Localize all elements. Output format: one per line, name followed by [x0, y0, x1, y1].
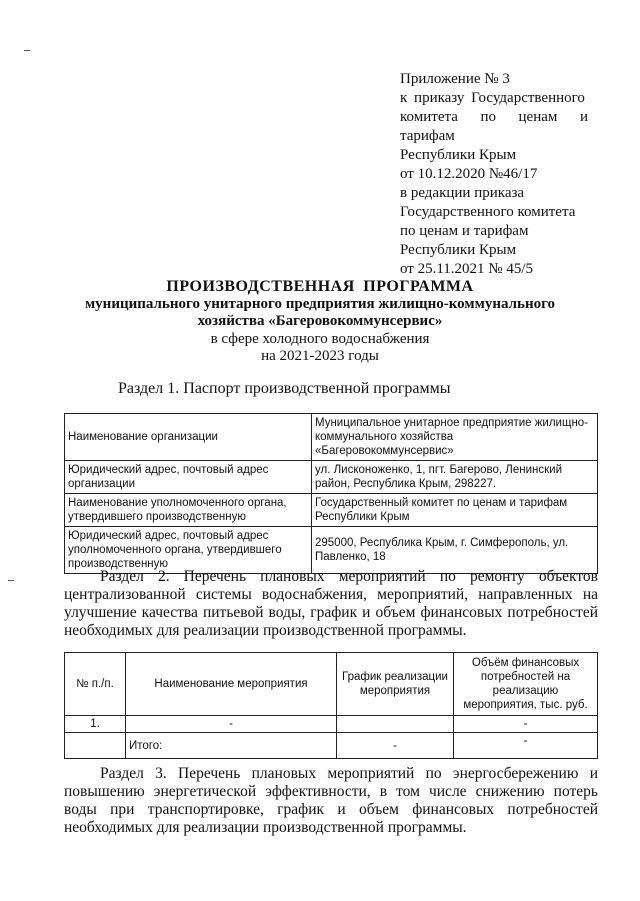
- row-value: Муниципальное унитарное предприятие жилищно-коммунального хозяйства «Багеровокоммунсервис»: [312, 414, 598, 461]
- appendix-line: Республики Крым: [400, 242, 517, 258]
- document-title: [60, 278, 580, 366]
- row-label: Юридический адрес, почтовый адрес организации: [65, 461, 312, 494]
- table-header-row: [65, 653, 598, 716]
- total-value: -: [454, 733, 598, 759]
- row-label: Наименование уполномоченного органа, утвердившего производственную: [65, 494, 312, 527]
- title-line: в сфере холодного водоснабжения: [210, 330, 430, 347]
- appendix-line: от 25.11.2021 № 45/5: [400, 261, 534, 277]
- section3-paragraph: [64, 765, 598, 837]
- appendix-line: Государственного комитета: [400, 204, 576, 220]
- cell: [65, 733, 126, 759]
- appendix-line: к приказу Государственного: [400, 90, 585, 106]
- appendix-line-justified: [400, 108, 588, 127]
- title-line: хозяйства «Багеровокоммунсервис»: [197, 313, 443, 329]
- appendix-word: ценам: [518, 109, 558, 125]
- row-label: Юридический адрес, почтовый адрес уполномоченного органа, утвердившего производственную: [65, 527, 312, 574]
- table-total-row: [65, 733, 598, 759]
- col-header: № п./п.: [65, 653, 126, 716]
- section3-text: Раздел 3. Перечень плановых мероприятий по энергосбережению и повышению энергетической эффективности, в том числе снижению потерь воды при транспортировке, график и объем финансовых потребностей необходимых для реализации производственной программы.: [64, 765, 598, 836]
- col-header: Объём финансовых потребностей на реализацию мероприятия, тыс. руб.: [454, 653, 598, 716]
- table-row: [65, 716, 598, 733]
- margin-mark-top: [24, 50, 30, 51]
- col-header: График реализации мероприятия: [337, 653, 454, 716]
- table-row: [65, 461, 598, 494]
- appendix-word: комитета: [400, 109, 458, 125]
- cell: -: [126, 716, 337, 733]
- table-row: [65, 494, 598, 527]
- col-header: Наименование мероприятия: [126, 653, 337, 716]
- appendix-line: от 10.12.2020 №46/17: [400, 166, 538, 182]
- title-line: муниципального унитарного предприятия жилищно-коммунального: [84, 295, 556, 312]
- section2-paragraph: [64, 568, 598, 640]
- section1-heading: Раздел 1. Паспорт производственной программы: [118, 380, 451, 397]
- table-row: [65, 414, 598, 461]
- appendix-line: Республики Крым: [400, 147, 517, 163]
- section2-text: Раздел 2. Перечень плановых мероприятий по ремонту объектов централизованной системы водоснабжения, мероприятий, направленных на улучшение качества питьевой воды, график и объем финансовых потребностей необходимых для реализации производственной программы.: [64, 568, 598, 639]
- cell: [337, 716, 454, 733]
- cell: 1.: [65, 716, 126, 733]
- title-line: на 2021-2023 годы: [261, 348, 379, 364]
- appendix-line: тарифам: [400, 128, 455, 144]
- total-schedule: -: [337, 733, 454, 759]
- table-row: [65, 527, 598, 574]
- row-value: ул. Лисконоженко, 1, пгт. Багерово, Ленинский район, Республика Крым, 298227.: [312, 461, 598, 494]
- margin-mark-middle: [8, 580, 14, 581]
- appendix-word: и: [579, 109, 588, 125]
- cell: -: [454, 716, 598, 733]
- appendix-word: по: [480, 109, 496, 125]
- row-value: 295000, Республика Крым, г. Симферополь, ул. Павленко, 18: [312, 527, 598, 574]
- row-value: Государственный комитет по ценам и тарифам Республики Крым: [312, 494, 598, 527]
- appendix-line: по ценам и тарифам: [400, 223, 529, 239]
- row-label: Наименование организации: [65, 414, 312, 461]
- passport-table: [64, 413, 598, 574]
- appendix-line: Приложение № 3: [400, 71, 510, 87]
- title-main: ПРОИЗВОДСТВЕННАЯ ПРОГРАММА: [166, 278, 474, 295]
- appendix-line: в редакции приказа: [400, 185, 525, 201]
- measures-table: [64, 652, 598, 759]
- appendix-block: [400, 70, 588, 279]
- total-label: Итого:: [126, 733, 337, 759]
